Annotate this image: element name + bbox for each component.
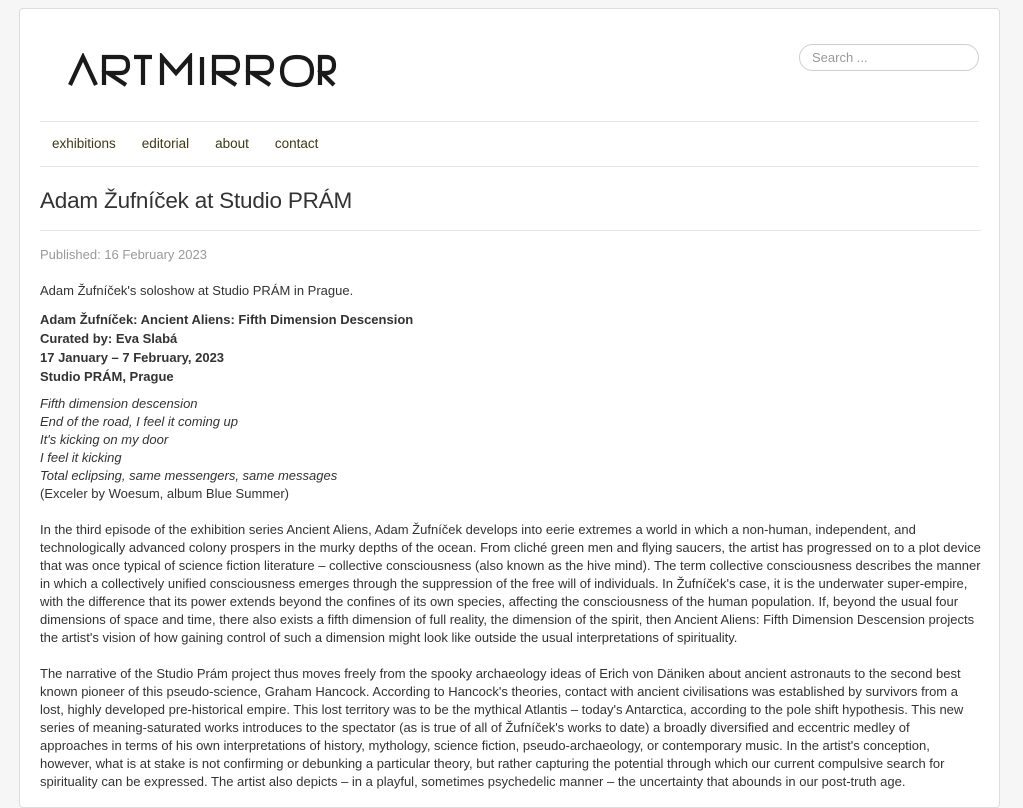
article-paragraph: The narrative of the Studio Prám project thus moves freely from the spooky archaeology ideas of Erich von Däniken about ancient astronauts to the second best known pioneer of this pseudo-science, Graham Hancock. According to Hancock's theories, contact with ancient civilisations was established by survivors from a lost, highly developed pre-historical empire. This lost territory was to be the mythical Atlantis – today's Antarctica, according to the pole shift hypothesis. This new series of meaning-saturated works introduces to the spectator (as is true of all of Žufníček's works to date) a broadly diversified and eccentric medley of approaches in terms of his own interpretations of history, mythology, science fiction, pseudo-archaeology, or contemporary music. In the artist's conception, however, what is at stake is not confirming or debunking a particular theory, but rather capturing the potential through which our current compulsive search for spirituality can be expressed. The artist also depicts – in a playful, sometimes psychedelic manner – the uncertainty that abounds in our post-truth age. [40, 666, 964, 789]
nav-item-about[interactable]: about [215, 136, 249, 151]
nav-item-exhibitions[interactable]: exhibitions [52, 136, 116, 151]
lyrics-line: End of the road, I feel it coming up [40, 414, 239, 429]
article-title: Adam Žufníček at Studio PRÁM [40, 188, 353, 213]
detail-exhibition-name: Adam Žufníček: Ancient Aliens: Fifth Dimension Descension [40, 312, 414, 327]
nav-item-editorial[interactable]: editorial [141, 136, 190, 151]
nav-item-contact[interactable]: contact [274, 136, 319, 151]
lyrics-line: Fifth dimension descension [40, 396, 198, 411]
article [40, 181, 981, 791]
header-divider [40, 121, 979, 122]
search-input[interactable] [799, 44, 979, 71]
article-intro: Adam Žufníček's soloshow at Studio PRÁM in Prague. [40, 283, 354, 298]
nav-divider [40, 166, 979, 167]
site-header [20, 9, 999, 121]
detail-dates: 17 January – 7 February, 2023 [40, 350, 225, 365]
lyrics-line: I feel it kicking [40, 450, 122, 465]
detail-venue: Studio PRÁM, Prague [40, 369, 174, 384]
exhibition-details [40, 310, 981, 386]
article-paragraph: In the third episode of the exhibition series Ancient Aliens, Adam Žufníček develops into eerie extremes a world in which a non-human, independent, and technologically advanced colony prospers in the murky depths of the ocean. From cliché green men and flying saucers, the artist has progressed on to a plot device that was once typical of science fiction literature – collective consciousness (also known as the hive mind). The term collective consciousness describes the manner in which a collectively unified consciousness emerges through the suppression of the free will of individuals. In Žufníček's case, it is the underwater super-empire, with the difference that its power extends beyond the confines of its own species, affecting the consciousness of the human population. If, beyond the usual four dimensions of space and time, there also exists a fifth dimension of full reality, the dimension of the spirit, then Ancient Aliens: Fifth Dimension Descension projects the artist's vision of how gaining control of such a dimension might look like outside the usual interpretations of spirituality. [40, 522, 981, 645]
title-divider [40, 230, 981, 231]
page-container [19, 8, 1000, 808]
lyrics-line: Total eclipsing, same messengers, same messages [40, 468, 338, 483]
lyrics-quote [40, 395, 981, 503]
main-nav [52, 136, 344, 151]
published-date: Published: 16 February 2023 [40, 247, 207, 262]
lyrics-line: It's kicking on my door [40, 432, 169, 447]
lyrics-source: (Exceler by Woesum, album Blue Summer) [40, 486, 290, 501]
detail-curator: Curated by: Eva Slabá [40, 331, 178, 346]
artmirror-logo[interactable] [68, 53, 338, 89]
